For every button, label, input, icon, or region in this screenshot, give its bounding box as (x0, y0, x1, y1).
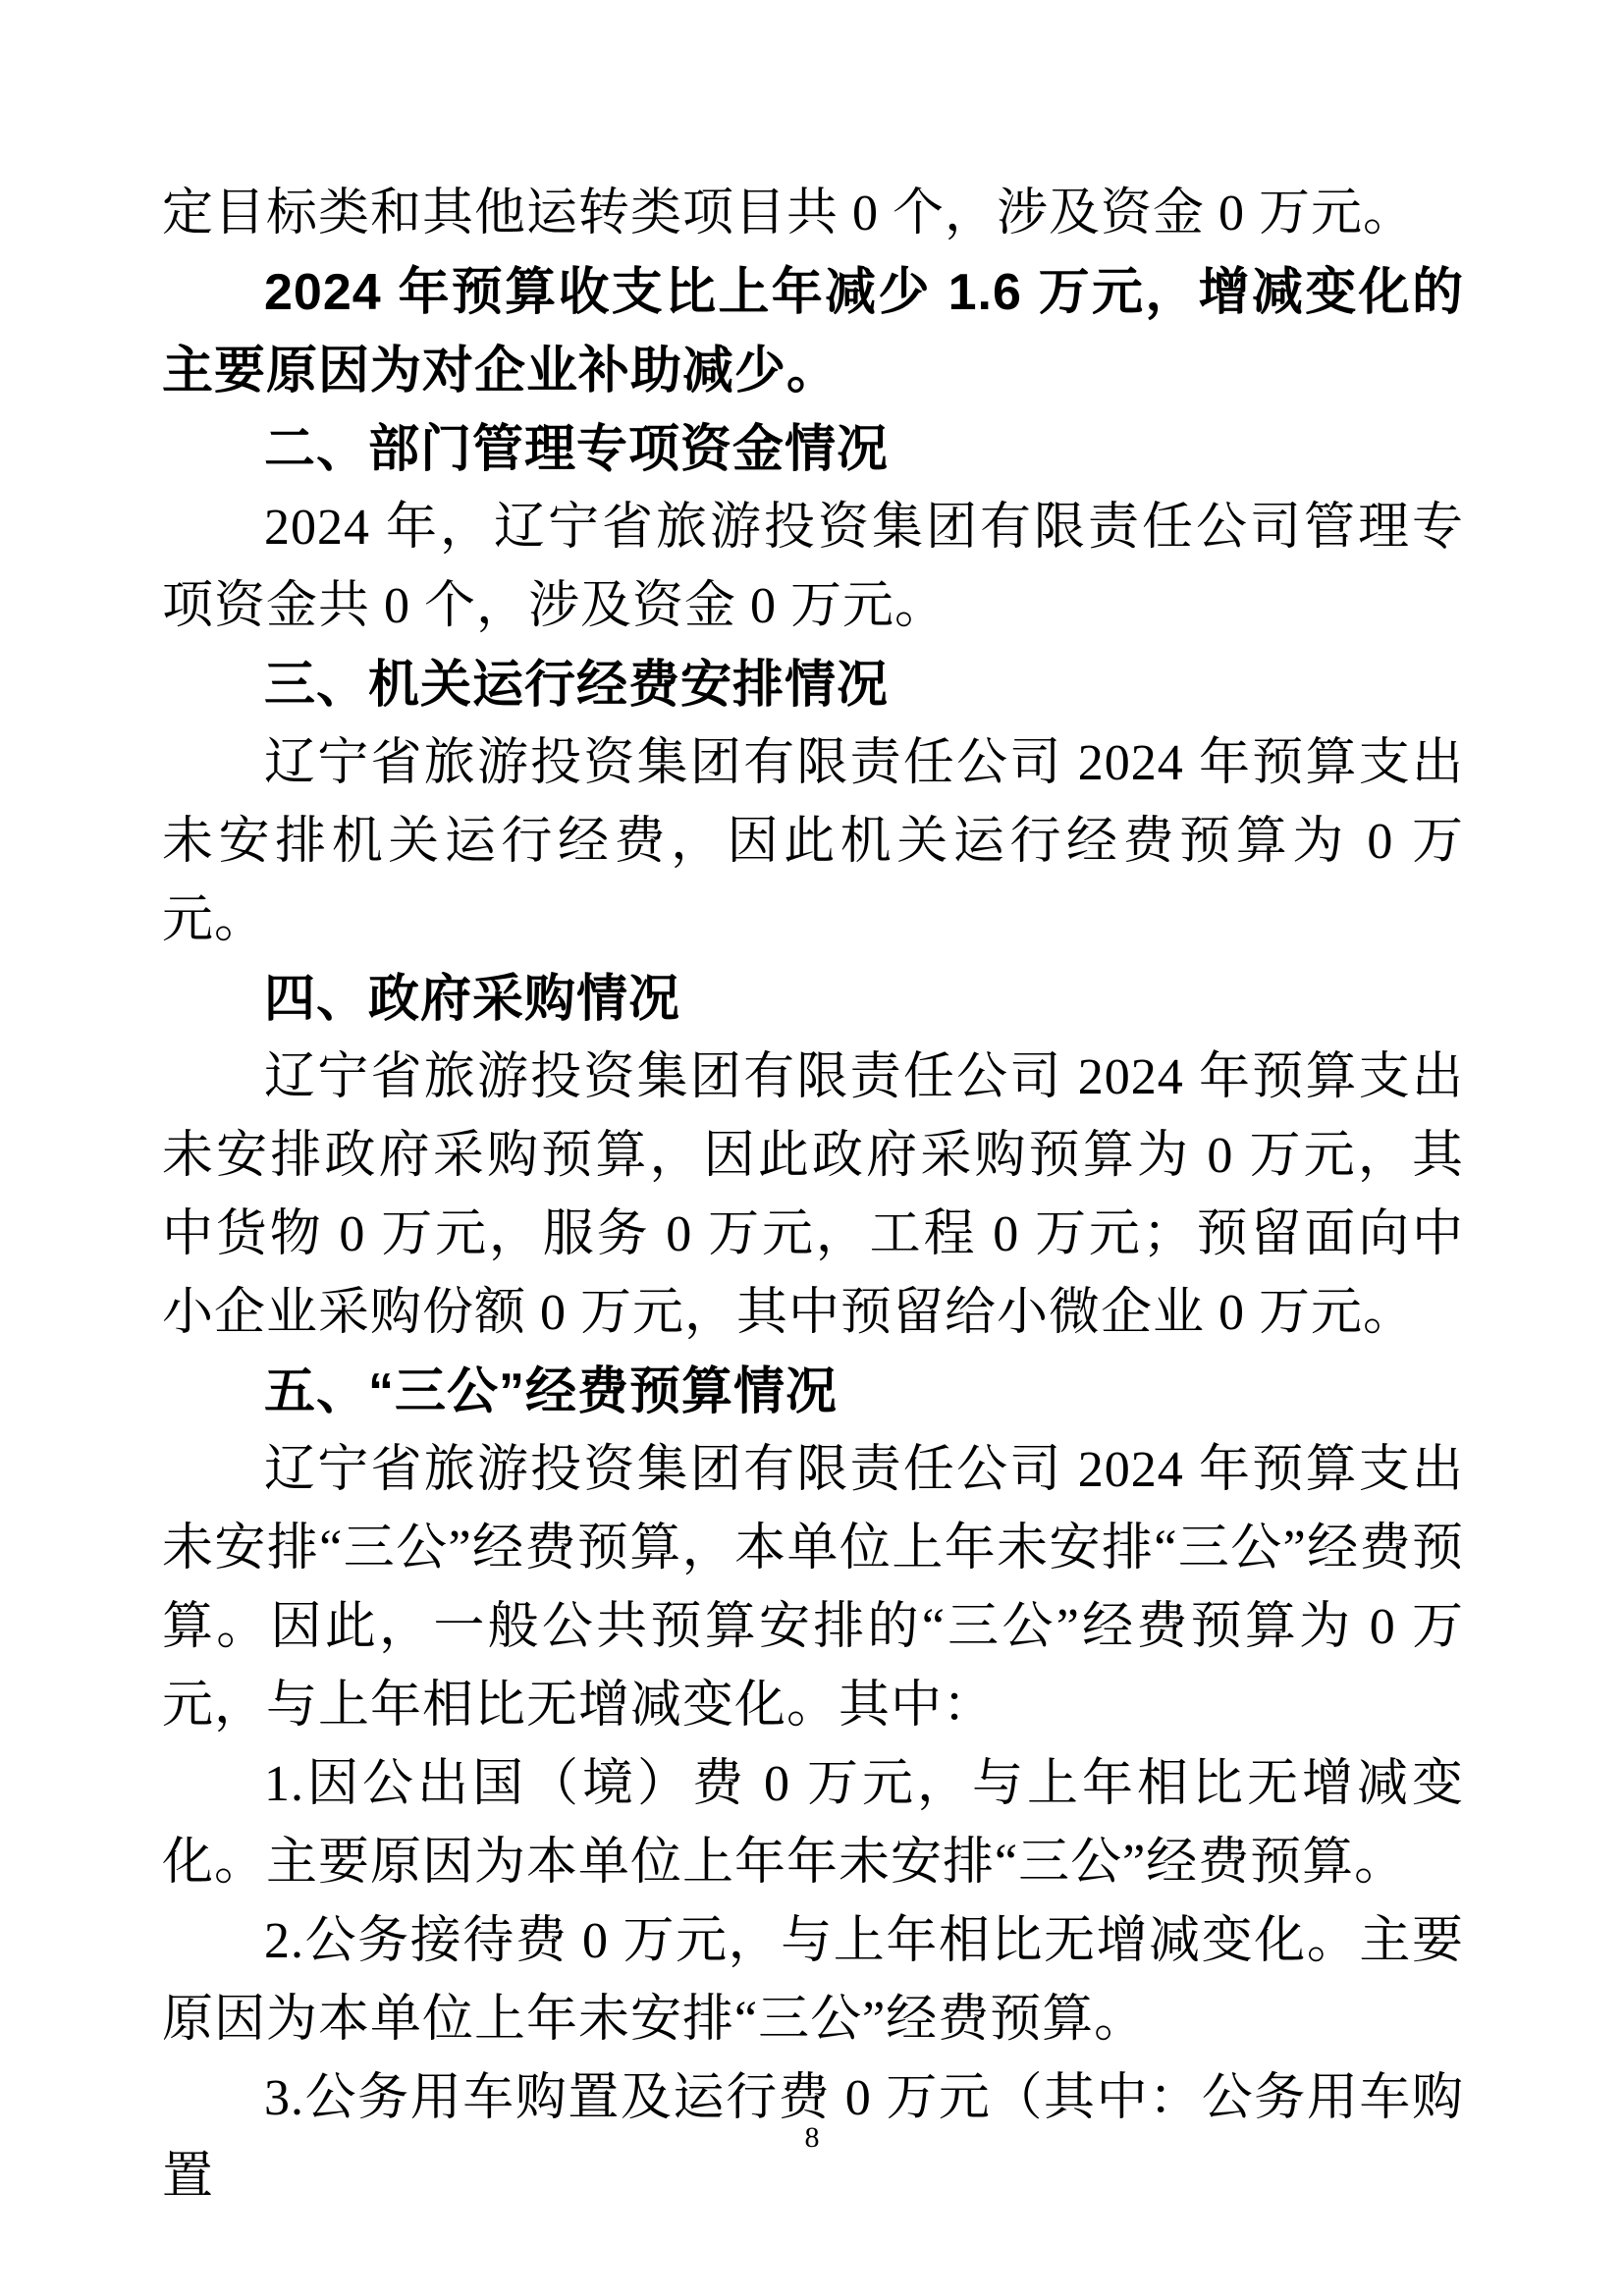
paragraph-operating-expenses: 辽宁省旅游投资集团有限责任公司 2024 年预算支出未安排机关运行经费，因此机关运行经费预算为 0 万元。 (162, 735, 1464, 948)
document-body (162, 175, 1464, 2216)
paragraph-budget-change-reason: 2024 年预算收支比上年减少 1.6 万元，增减变化的主要原因为对企业补助减少。 (162, 264, 1464, 400)
paragraph-special-funds: 2024 年，辽宁省旅游投资集团有限责任公司管理专项资金共 0 个，涉及资金 0 万元。 (162, 500, 1464, 634)
section-heading-4-government-procurement: 四、政府采购情况 (264, 971, 681, 1028)
paragraph-budget-change-continuation: 定目标类和其他运转类项目共 0 个，涉及资金 0 万元。 (162, 186, 1416, 241)
paragraph-item-2-official-reception: 2.公务接待费 0 万元，与上年相比无增减变化。主要原因为本单位上年未安排“三公”经费预算。 (162, 1913, 1464, 2048)
paragraph-item-1-overseas-trips: 1.因公出国（境）费 0 万元，与上年相比无增减变化。主要原因为本单位上年年未安排“三公”经费预算。 (162, 1756, 1464, 1891)
section-heading-5-three-public-expenses: 五、“三公”经费预算情况 (264, 1363, 839, 1420)
paragraph-item-3-official-vehicles: 3.公务用车购置及运行费 0 万元（其中：公务用车购置 (162, 2070, 1464, 2205)
paragraph-three-public-overview: 辽宁省旅游投资集团有限责任公司 2024 年预算支出未安排“三公”经费预算，本单位上年未安排“三公”经费预算。因此，一般公共预算安排的“三公”经费预算为 0 万元，与上年相比无增减变化。其中： (162, 1442, 1464, 1734)
section-heading-2-special-funds: 二、部门管理专项资金情况 (264, 421, 890, 478)
page-number: 8 (804, 2121, 820, 2154)
paragraph-government-procurement: 辽宁省旅游投资集团有限责任公司 2024 年预算支出未安排政府采购预算，因此政府采购预算为 0 万元，其中货物 0 万元，服务 0 万元，工程 0 万元；预留面向中小企业采购份额 0 万元，其中预留给小微企业 0 万元。 (162, 1049, 1464, 1341)
section-heading-3-operating-expenses: 三、机关运行经费安排情况 (264, 657, 890, 714)
